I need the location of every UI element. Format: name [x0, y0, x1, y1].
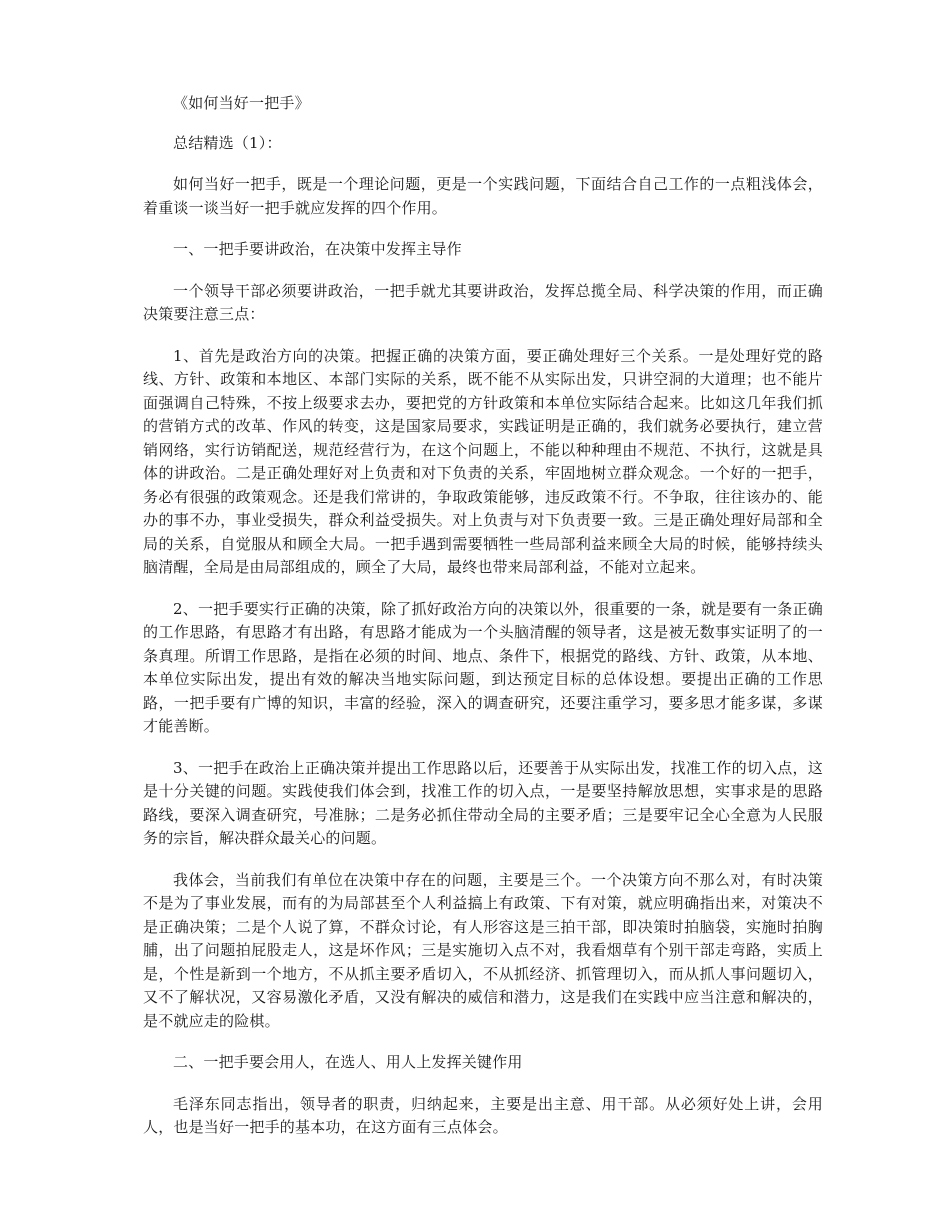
body-paragraph: 一个领导干部必须要讲政治，一把手就尤其要讲政治，发挥总揽全局、科学决策的作用，而正确决策要注意三点：: [143, 281, 823, 323]
section-heading-1: 一、一把手要讲政治，在决策中发挥主导作: [173, 240, 462, 258]
section-heading-2: 二、一把手要会用人，在选人、用人上发挥关键作用: [173, 1053, 523, 1071]
body-paragraph: 2、一把手要实行正确的决策，除了抓好政治方向的决策以外，很重要的一条，就是要有一条正确的工作思路，有思路才有出路，有思路才能成为一个头脑清醒的领导者，这是被无数事实证明了的一条真理。所谓工作思路，是指在必须的时间、地点、条件下，根据党的路线、方针、政策，从本地、本单位实际出发，提出有效的解决当地实际问题，到达预定目标的总体设想。要提出正确的工作思路，一把手要有广博的知识，丰富的经验，深入的调查研究，还要注重学习，要多思才能多谋，多谋才能善断。: [143, 599, 823, 735]
body-paragraph: 毛泽东同志指出，领导者的职责，归纳起来，主要是出主意、用干部。从必须好处上讲，会用人，也是当好一把手的基本功，在这方面有三点体会。: [143, 1094, 823, 1136]
document-subtitle: 总结精选（1）：: [173, 133, 282, 152]
body-paragraph: 我体会，当前我们有单位在决策中存在的问题，主要是三个。一个决策方向不那么对，有时决策不是为了事业发展，而有的为局部甚至个人利益搞上有政策、下有对策，就应明确指出来，对策决不是正确决策；二是个人说了算，不群众讨论，有人形容这是三拍干部，即决策时拍脑袋，实施时拍胸脯，出了问题拍屁股走人，这是坏作风；三是实施切入点不对，我看烟草有个别干部走弯路，实质上是，个性是新到一个地方，不从抓主要矛盾切入，不从抓经济、抓管理切入，而从抓人事问题切入，又不了解状况，又容易激化矛盾，又没有解决的威信和潜力，这是我们在实践中应当注意和解决的，是不就应走的险棋。: [143, 870, 823, 1030]
body-paragraph: 1、首先是政治方向的决策。把握正确的决策方面，要正确处理好三个关系。一是处理好党的路线、方针、政策和本地区、本部门实际的关系，既不能不从实际出发，只讲空洞的大道理；也不能片面强调自己特殊，不按上级要求去办，要把党的方针政策和本单位实际结合起来。比如这几年我们抓的营销方式的改革、作风的转变，这是国家局要求，实践证明是正确的，我们就务必要执行，建立营销网络，实行访销配送，规范经营行为，在这个问题上，不能以种种理由不规范、不执行，这就是具体的讲政治。二是正确处理好对上负责和对下负责的关系，牢固地树立群众观念。一个好的一把手，务必有很强的政策观念。还是我们常讲的，争取政策能够，违反政策不行。不争取，往往该办的、能办的事不办，事业受损失，群众利益受损失。对上负责与对下负责要一致。三是正确处理好局部和全局的关系，自觉服从和顾全大局。一把手遇到需要牺牲一些局部利益来顾全大局的时候，能够持续头脑清醒，全局是由局部组成的，顾全了大局，最终也带来局部利益，不能对立起来。: [143, 346, 823, 576]
document-title: 《如何当好一把手》: [173, 94, 310, 112]
intro-paragraph: 如何当好一把手，既是一个理论问题，更是一个实践问题，下面结合自己工作的一点粗浅体会，着重谈一谈当好一把手就应发挥的四个作用。: [143, 175, 823, 217]
document-page: [143, 92, 823, 1158]
body-paragraph: 3、一把手在政治上正确决策并提出工作思路以后，还要善于从实际出发，找准工作的切入点，这是十分关键的问题。实践使我们体会到，找准工作的切入点，一是要坚持解放思想，实事求是的思路路线，要深入调查研究，号准脉；二是务必抓住带动全局的主要矛盾；三是要牢记全心全意为人民服务的宗旨，解决群众最关心的问题。: [143, 758, 823, 847]
